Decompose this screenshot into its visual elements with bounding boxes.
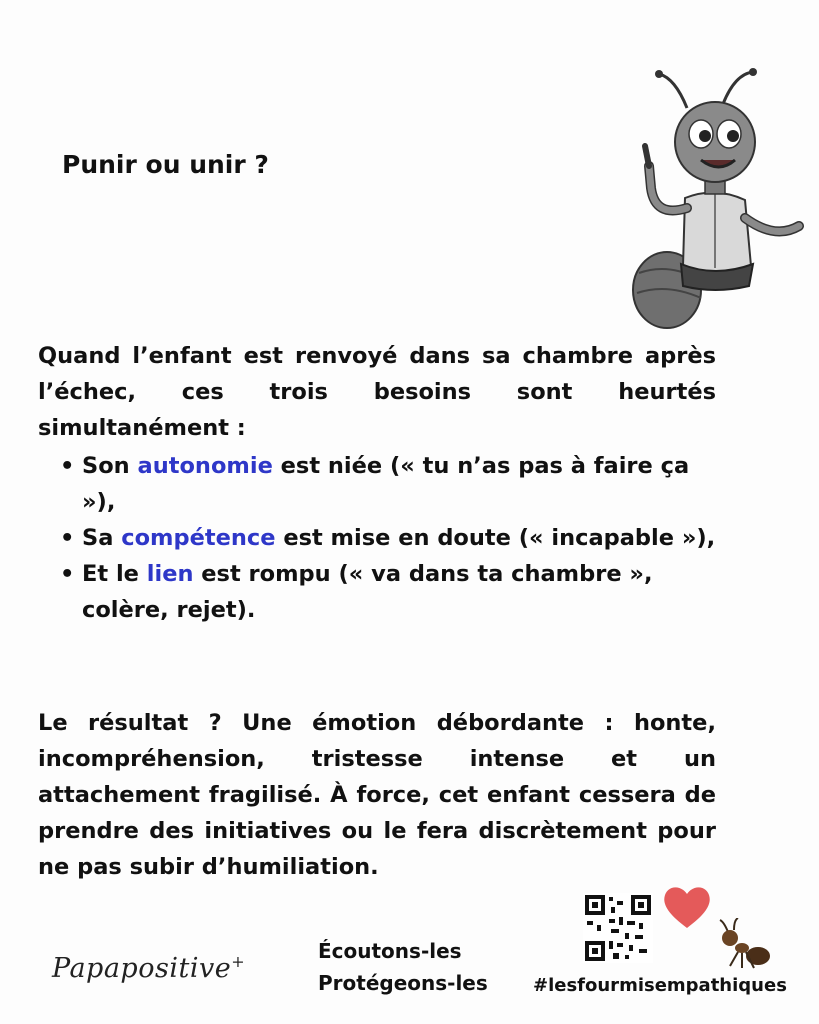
need-suffix: est niée (« tu n’as pas à faire ça »), [82, 453, 690, 515]
need-prefix: Sa [82, 525, 122, 551]
need-keyword-lien: lien [146, 561, 194, 587]
logo-mark: + [231, 952, 246, 971]
intro-paragraph: Quand l’enfant est renvoyé dans sa chambre après l’échec, ces trois besoins sont heurtés simultanément : [38, 343, 716, 441]
need-suffix: est mise en doute (« incapable »), [275, 525, 716, 551]
need-prefix: Et le [82, 561, 147, 587]
needs-list [56, 448, 716, 628]
page-title: Punir ou unir ? [62, 150, 269, 179]
result-paragraph: Le résultat ? Une émotion débordante : honte, incompréhension, tristesse intense et un attachement fragilisé. À force, cet enfant cessera de prendre des initiatives ou le fera discrètement pour ne pas subir d’humiliation. [38, 710, 716, 880]
small-ant-icon [714, 918, 772, 976]
need-keyword-autonomie: autonomie [137, 453, 273, 479]
need-keyword-competence: compétence [121, 525, 276, 551]
need-suffix: est rompu (« va dans ta chambre », colère, rejet). [82, 561, 653, 623]
ant-mascot-icon [615, 68, 815, 330]
brand-logo [52, 952, 245, 984]
slogan [318, 935, 488, 999]
slogan-line-2: Protégeons-les [318, 971, 488, 995]
heart-icon [662, 884, 712, 930]
hashtag: #lesfourmisempathiques [533, 975, 787, 996]
list-item [56, 520, 716, 556]
need-prefix: Son [82, 453, 138, 479]
slogan-line-1: Écoutons-les [318, 939, 462, 963]
logo-text: Papapositive [52, 953, 232, 984]
list-item [56, 556, 716, 628]
list-item [56, 448, 716, 520]
qr-code-icon[interactable] [583, 893, 653, 963]
